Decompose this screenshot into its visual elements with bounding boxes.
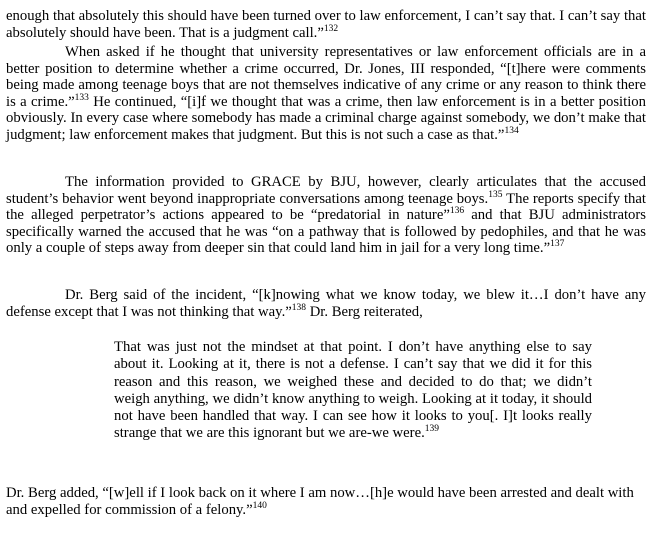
paragraph-text: Dr. Berg said of the incident, “[k]nowing what we know today, we blew it…I don’t have any defense except that I was not thinking that way.” <box>6 287 646 320</box>
paragraph-text: He continued, “[i]f we thought that was a crime, then law enforcement is in a better position obviously. In every case where somebody has made a criminal charge against somebody, we don’t make that judgment; law enforcement makes that judgment. But this is not such a case as that.” <box>6 93 646 143</box>
paragraph-text: enough that absolutely this should have been turned over to law enforcement, I can’t say that. I can’t say that absolutely should have been. That is a judgment call.” <box>6 8 646 41</box>
footnote-ref: 139 <box>424 424 440 435</box>
paragraph-text: Dr. Berg added, “[w]ell if I look back on it where I am now…[h]e would have been arrested and dealt with and expelled for commission of a felony.” <box>6 485 634 518</box>
paragraph-bju-information <box>6 174 646 257</box>
footnote-ref: 140 <box>252 500 267 511</box>
block-quote <box>114 339 592 443</box>
paragraph-continuation <box>6 8 646 41</box>
footnote-ref: 137 <box>550 239 565 250</box>
footnote-ref: 138 <box>291 302 307 313</box>
paragraph-berg-added <box>6 485 646 518</box>
paragraph-jones-response <box>6 44 646 144</box>
footnote-ref: 133 <box>74 92 89 103</box>
footnote-ref: 134 <box>504 125 519 136</box>
paragraph-text: and that BJU administrators specifically warned the accused that he was “on a pathway that is followed by pedophiles, and that he was only a couple of steps away from deeper sin that could land him in jail for a very long time.” <box>6 207 646 257</box>
paragraph-text: The information provided to GRACE by BJU, however, clearly articulates that the accused student’s behavior went beyond inappropriate conversations among teenage boys. <box>6 174 646 207</box>
paragraph-text: When asked if he thought that university representatives or law enforcement officials are in a better position to determine whether a crime occurred, Dr. Jones, III responded, “[t]here were comments being made among teenage boys that are not themselves indicative of any crime or any reason to think there is a crime.” <box>6 44 646 110</box>
paragraph-text: The reports specify that the alleged perpetrator’s actions appeared to be “predatorial in nature” <box>6 190 646 224</box>
footnote-ref: 136 <box>449 206 465 217</box>
paragraph-text: Dr. Berg reiterated, <box>306 303 423 320</box>
paragraph-berg-incident <box>6 287 646 320</box>
footnote-ref: 135 <box>488 189 503 200</box>
footnote-ref: 132 <box>323 23 339 34</box>
quote-text: That was just not the mindset at that point. I don’t have anything else to say about it. Looking at it, there is not a defense. I can’t say that we did it for this reason and this reason, we weighed these and decided to do that; we didn’t weigh anything, we didn’t know anything to weigh. Looking at it today, it should not have been handled that way. I can see how it looks to you[. I]t looks really strange that we are this ignorant but we are-we were. <box>114 339 592 442</box>
